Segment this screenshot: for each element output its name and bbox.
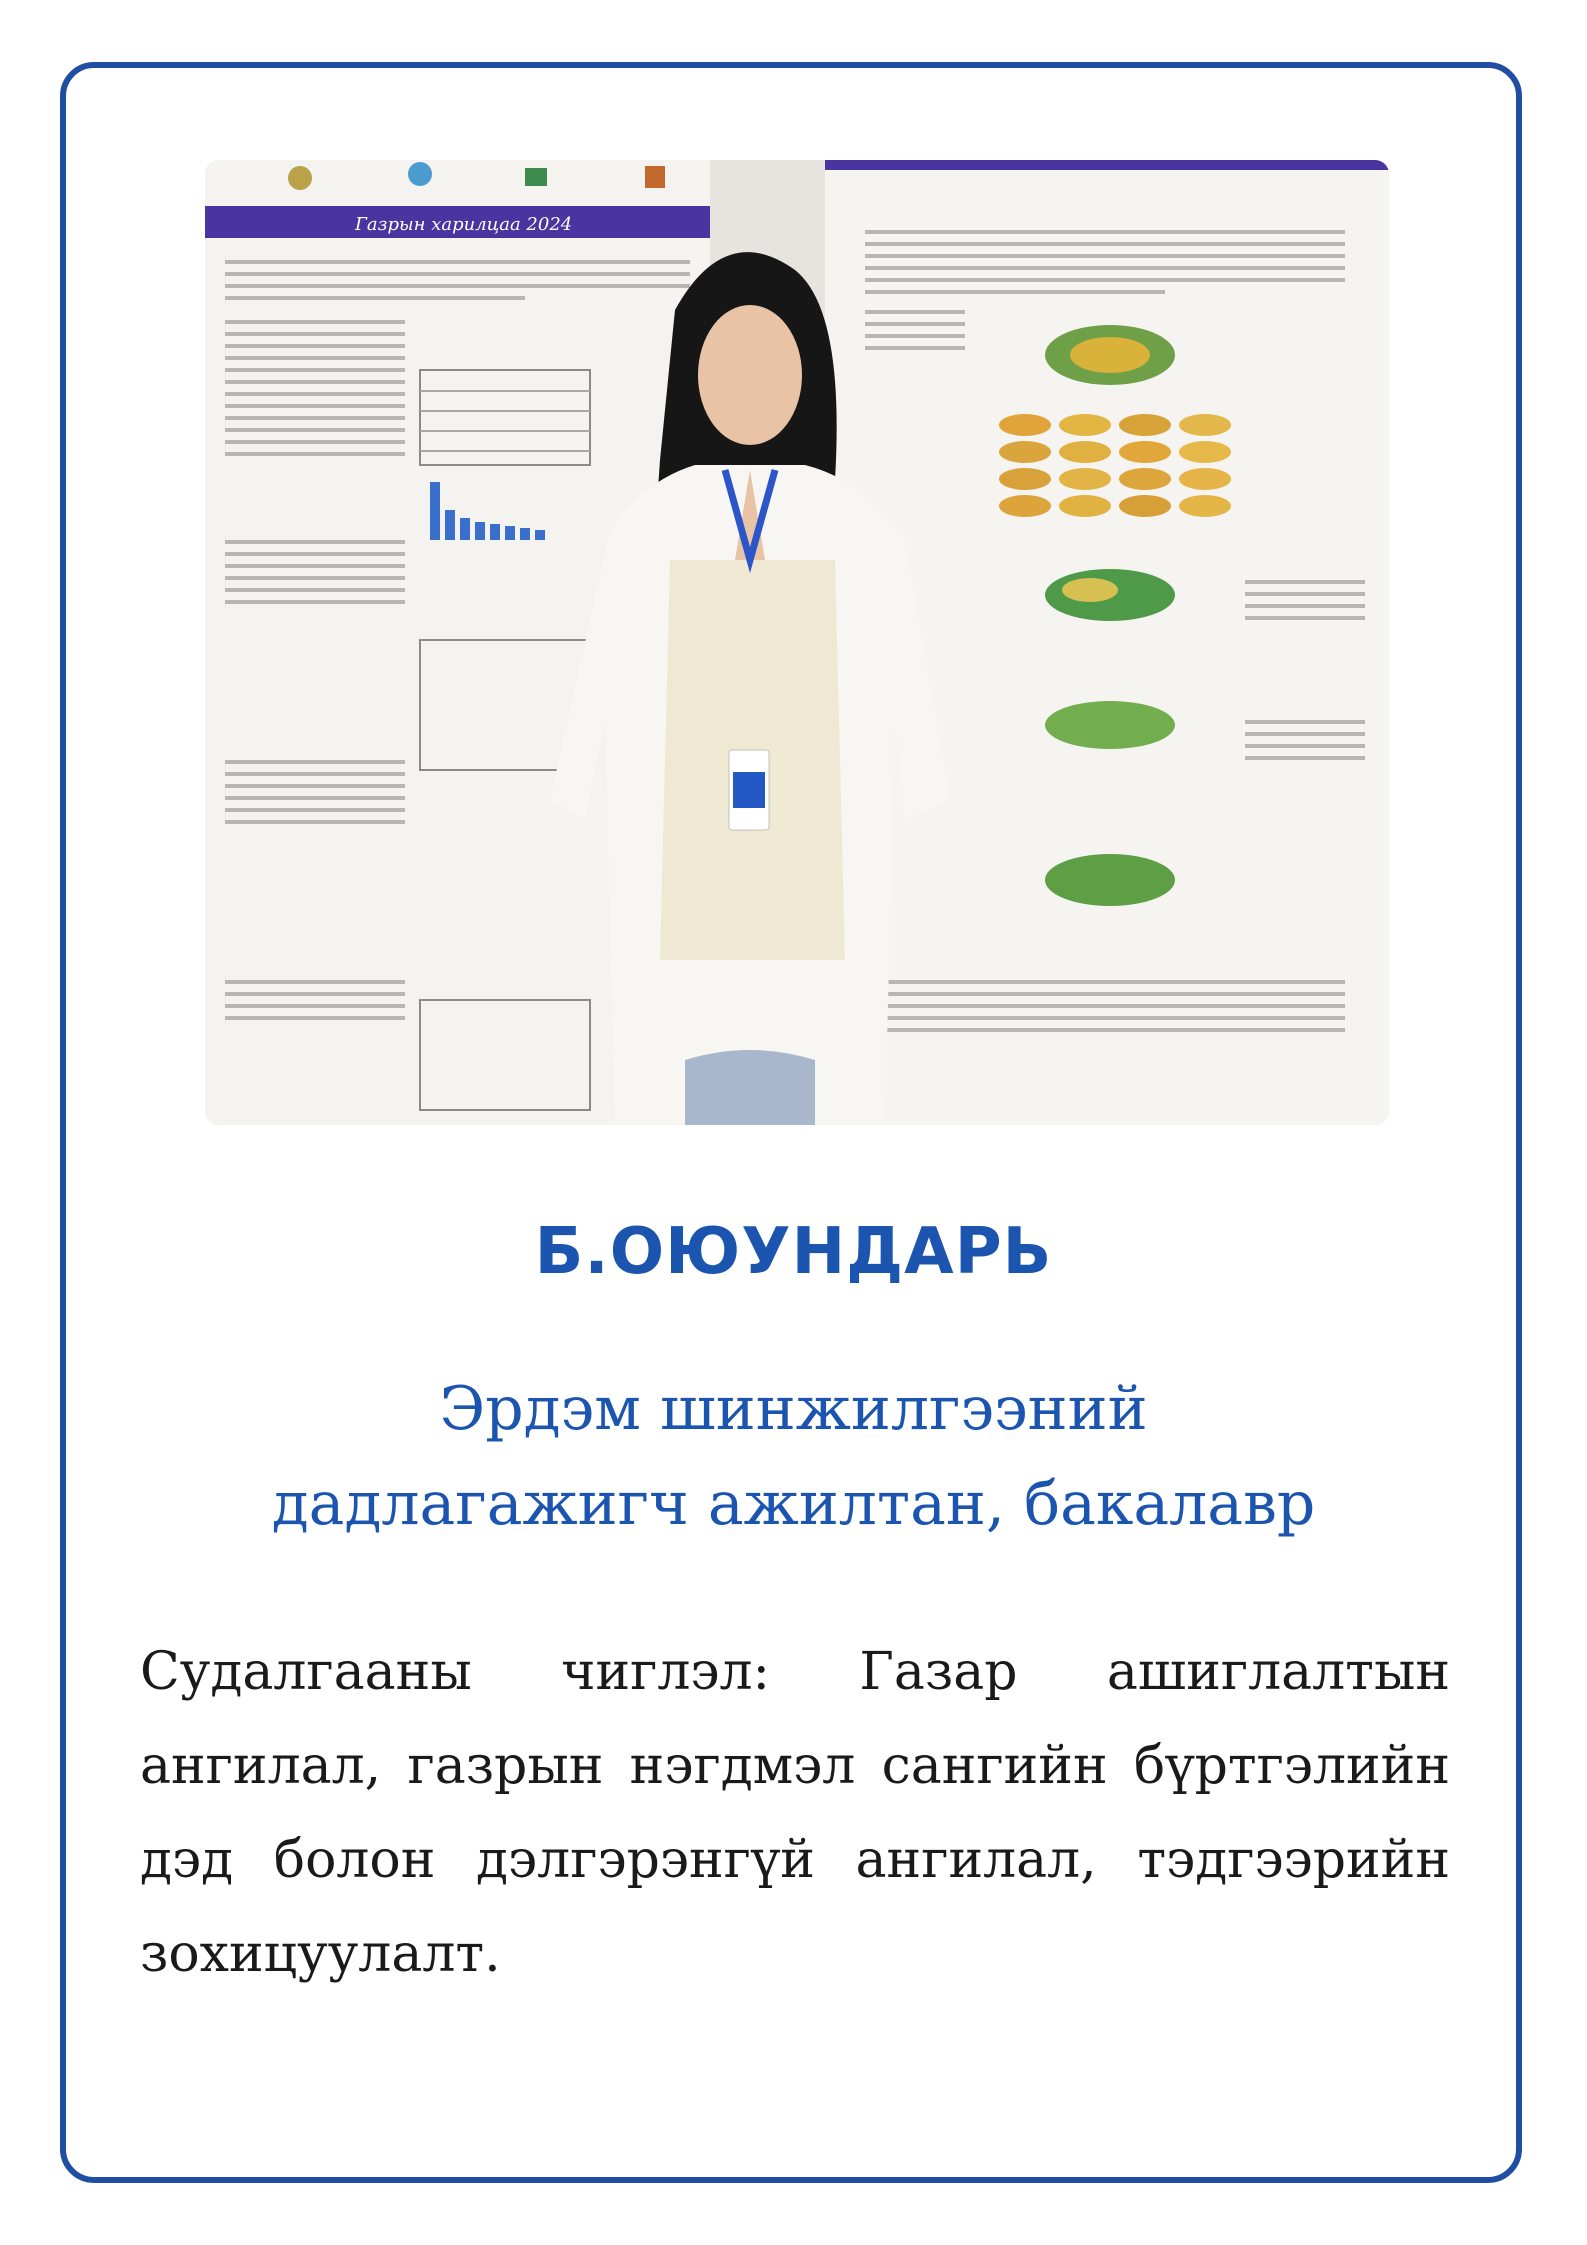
research-direction: Судалгааны чиглэл: Газар ашиглалтын ангилал, газрын нэгдмэл сангийн бүртгэлийн дэд болон дэлгэрэнгүй ангилал, тэдгээрийн зохицуулалт. [140, 1642, 1450, 1984]
person-name: Б.ОЮУНДАРЬ [534, 1215, 1053, 1289]
position-title [60, 1362, 1527, 1552]
position-line-2: дадлагажигч ажилтан, бакалавр [271, 1469, 1316, 1539]
position-line-1: Эрдэм шинжилгээний [439, 1374, 1148, 1444]
poster-header-text: Газрын харилцаа 2024 [355, 214, 573, 235]
profile-photo [205, 160, 1389, 1125]
